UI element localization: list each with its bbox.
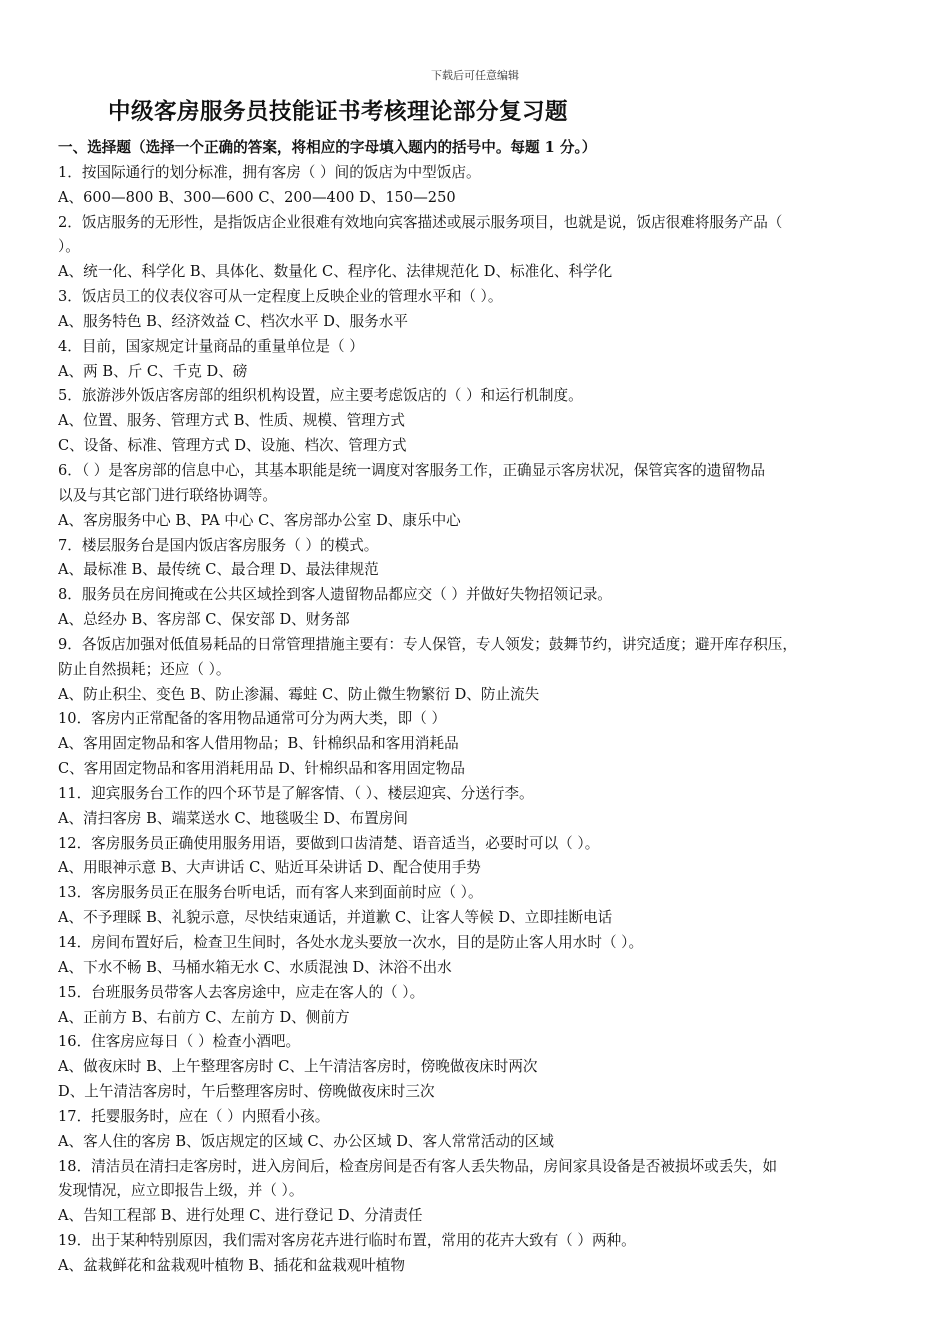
text-line: A、做夜床时 B、上午整理客房时 C、上午清洁客房时，傍晚做夜床时两次 — [58, 1058, 538, 1076]
text-line: 14．房间布置好后，检查卫生间时，各处水龙头要放一次水，目的是防止客人用水时（ ）。 — [58, 934, 644, 951]
text-line: A、服务特色 B、经济效益 C、档次水平 D、服务水平 — [58, 312, 408, 330]
text-line: C、设备、标准、管理方式 D、设施、档次、管理方式 — [58, 437, 407, 455]
text-line: 6．（ ）是客房部的信息中心，其基本职能是统一调度对客服务工作，正确显示客房状况，保管宾客的遗留物品 — [58, 461, 766, 479]
text-line: A、客人住的客房 B、饭店规定的区域 C、办公区域 D、客人常常活动的区域 — [58, 1132, 554, 1150]
text-line: A、两 B、斤 C、千克 D、磅 — [58, 362, 248, 380]
text-line: 17．托婴服务时，应在（ ）内照看小孩。 — [58, 1107, 330, 1125]
text-line: A、正前方 B、右前方 C、左前方 D、侧前方 — [58, 1008, 350, 1026]
text-line: A、总经办 B、客房部 C、保安部 D、财务部 — [58, 611, 350, 629]
text-line: 7．楼层服务台是国内饭店客房服务（ ）的模式。 — [58, 536, 379, 554]
text-line: A、统一化、科学化 B、具体化、数量化 C、程序化、法律规范化 D、标准化、科学化 — [58, 263, 613, 281]
text-line: 3．饭店员工的仪表仪容可从一定程度上反映企业的管理水平和（ ）。 — [58, 288, 503, 306]
text-line: A、不予理睬 B、礼貌示意，尽快结束通话，并道歉 C、让客人等候 D、立即挂断电话 — [58, 909, 613, 927]
text-line: 10．客房内正常配备的客用物品通常可分为两大类，即（ ） — [58, 710, 447, 728]
text-line: A、600—800 B、300—600 C、200—400 D、150—250 — [58, 188, 456, 206]
text-line: 9．各饭店加强对低值易耗品的日常管理措施主要有：专人保管，专人领发；鼓舞节约，讲究适度；避开库存积压， — [58, 635, 797, 653]
text-line: 15．台班服务员带客人去客房途中，应走在客人的（ ）。 — [58, 983, 425, 1001]
question-list — [58, 136, 908, 1279]
text-line: A、位置、服务、管理方式 B、性质、规模、管理方式 — [58, 412, 405, 430]
text-line: A、用眼神示意 B、大声讲话 C、贴近耳朵讲话 D、配合使用手势 — [58, 859, 481, 877]
text-line: C、客用固定物品和客用消耗用品 D、针棉织品和客用固定物品 — [58, 760, 465, 778]
document-title: 中级客房服务员技能证书考核理论部分复习题 — [108, 99, 569, 125]
text-line: 12．客房服务员正确使用服务用语，要做到口齿清楚、语音适当，必要时可以（ ）。 — [58, 834, 600, 852]
text-line: A、客房服务中心 B、PA 中心 C、客房部办公室 D、康乐中心 — [58, 511, 461, 529]
text-line: 8．服务员在房间掩或在公共区域拴到客人遗留物品都应交（ ）并做好失物招领记录。 — [58, 586, 612, 604]
text-line: 以及与其它部门进行联络协调等。 — [58, 486, 277, 504]
text-line: A、客用固定物品和客人借用物品；B、针棉织品和客用消耗品 — [58, 735, 459, 753]
text-line: A、防止积尘、变色 B、防止渗漏、霉蛀 C、防止微生物繁衍 D、防止流失 — [58, 685, 540, 703]
text-line: 16．住客房应每日（ ）检查小酒吧。 — [58, 1033, 301, 1051]
header-note: 下载后可任意编辑 — [431, 69, 519, 82]
text-line: ）。 — [58, 238, 80, 256]
text-line: A、清扫客房 B、端菜送水 C、地毯吸尘 D、布置房间 — [58, 809, 408, 827]
text-line: 11．迎宾服务台工作的四个环节是了解客情、（ ）、楼层迎宾、分送行李。 — [58, 784, 534, 802]
text-line: 4．目前，国家规定计量商品的重量单位是（ ） — [58, 337, 364, 355]
text-line: 防止自然损耗；还应（ ）。 — [58, 660, 231, 678]
text-line: A、告知工程部 B、进行处理 C、进行登记 D、分清责任 — [58, 1207, 423, 1225]
text-line: A、下水不畅 B、马桶水箱无水 C、水质混浊 D、沐浴不出水 — [58, 958, 452, 976]
text-line: 5．旅游涉外饭店客房部的组织机构设置，应主要考虑饭店的（ ）和运行机制度。 — [58, 387, 583, 405]
text-line: A、盆栽鲜花和盆栽观叶植物 B、插花和盆栽观叶植物 — [58, 1256, 405, 1274]
text-line: 13．客房服务员正在服务台听电话，而有客人来到面前时应（ ）。 — [58, 884, 483, 902]
text-line: 18．清洁员在清扫走客房时，进入房间后，检查房间是否有客人丢失物品，房间家具设备是否被损坏或丢失，如 — [58, 1157, 778, 1175]
text-line: 2．饭店服务的无形性，是指饭店企业很难有效地向宾客描述或展示服务项目，也就是说，饭店很难将服务产品（ — [58, 213, 783, 231]
section-heading: 一、选择题（选择一个正确的答案，将相应的字母填入题内的括号中。每题 1 分。） — [58, 139, 597, 156]
text-line: 1．按国际通行的划分标准，拥有客房（ ）间的饭店为中型饭店。 — [58, 163, 481, 181]
text-line: A、最标准 B、最传统 C、最合理 D、最法律规范 — [58, 561, 379, 579]
text-line: D、上午清洁客房时，午后整理客房时、傍晚做夜床时三次 — [58, 1083, 435, 1101]
text-line: 发现情况，应立即报告上级，并（ ）。 — [58, 1182, 304, 1200]
text-line: 19．出于某种特别原因，我们需对客房花卉进行临时布置，常用的花卉大致有（ ）两种。 — [58, 1232, 636, 1250]
